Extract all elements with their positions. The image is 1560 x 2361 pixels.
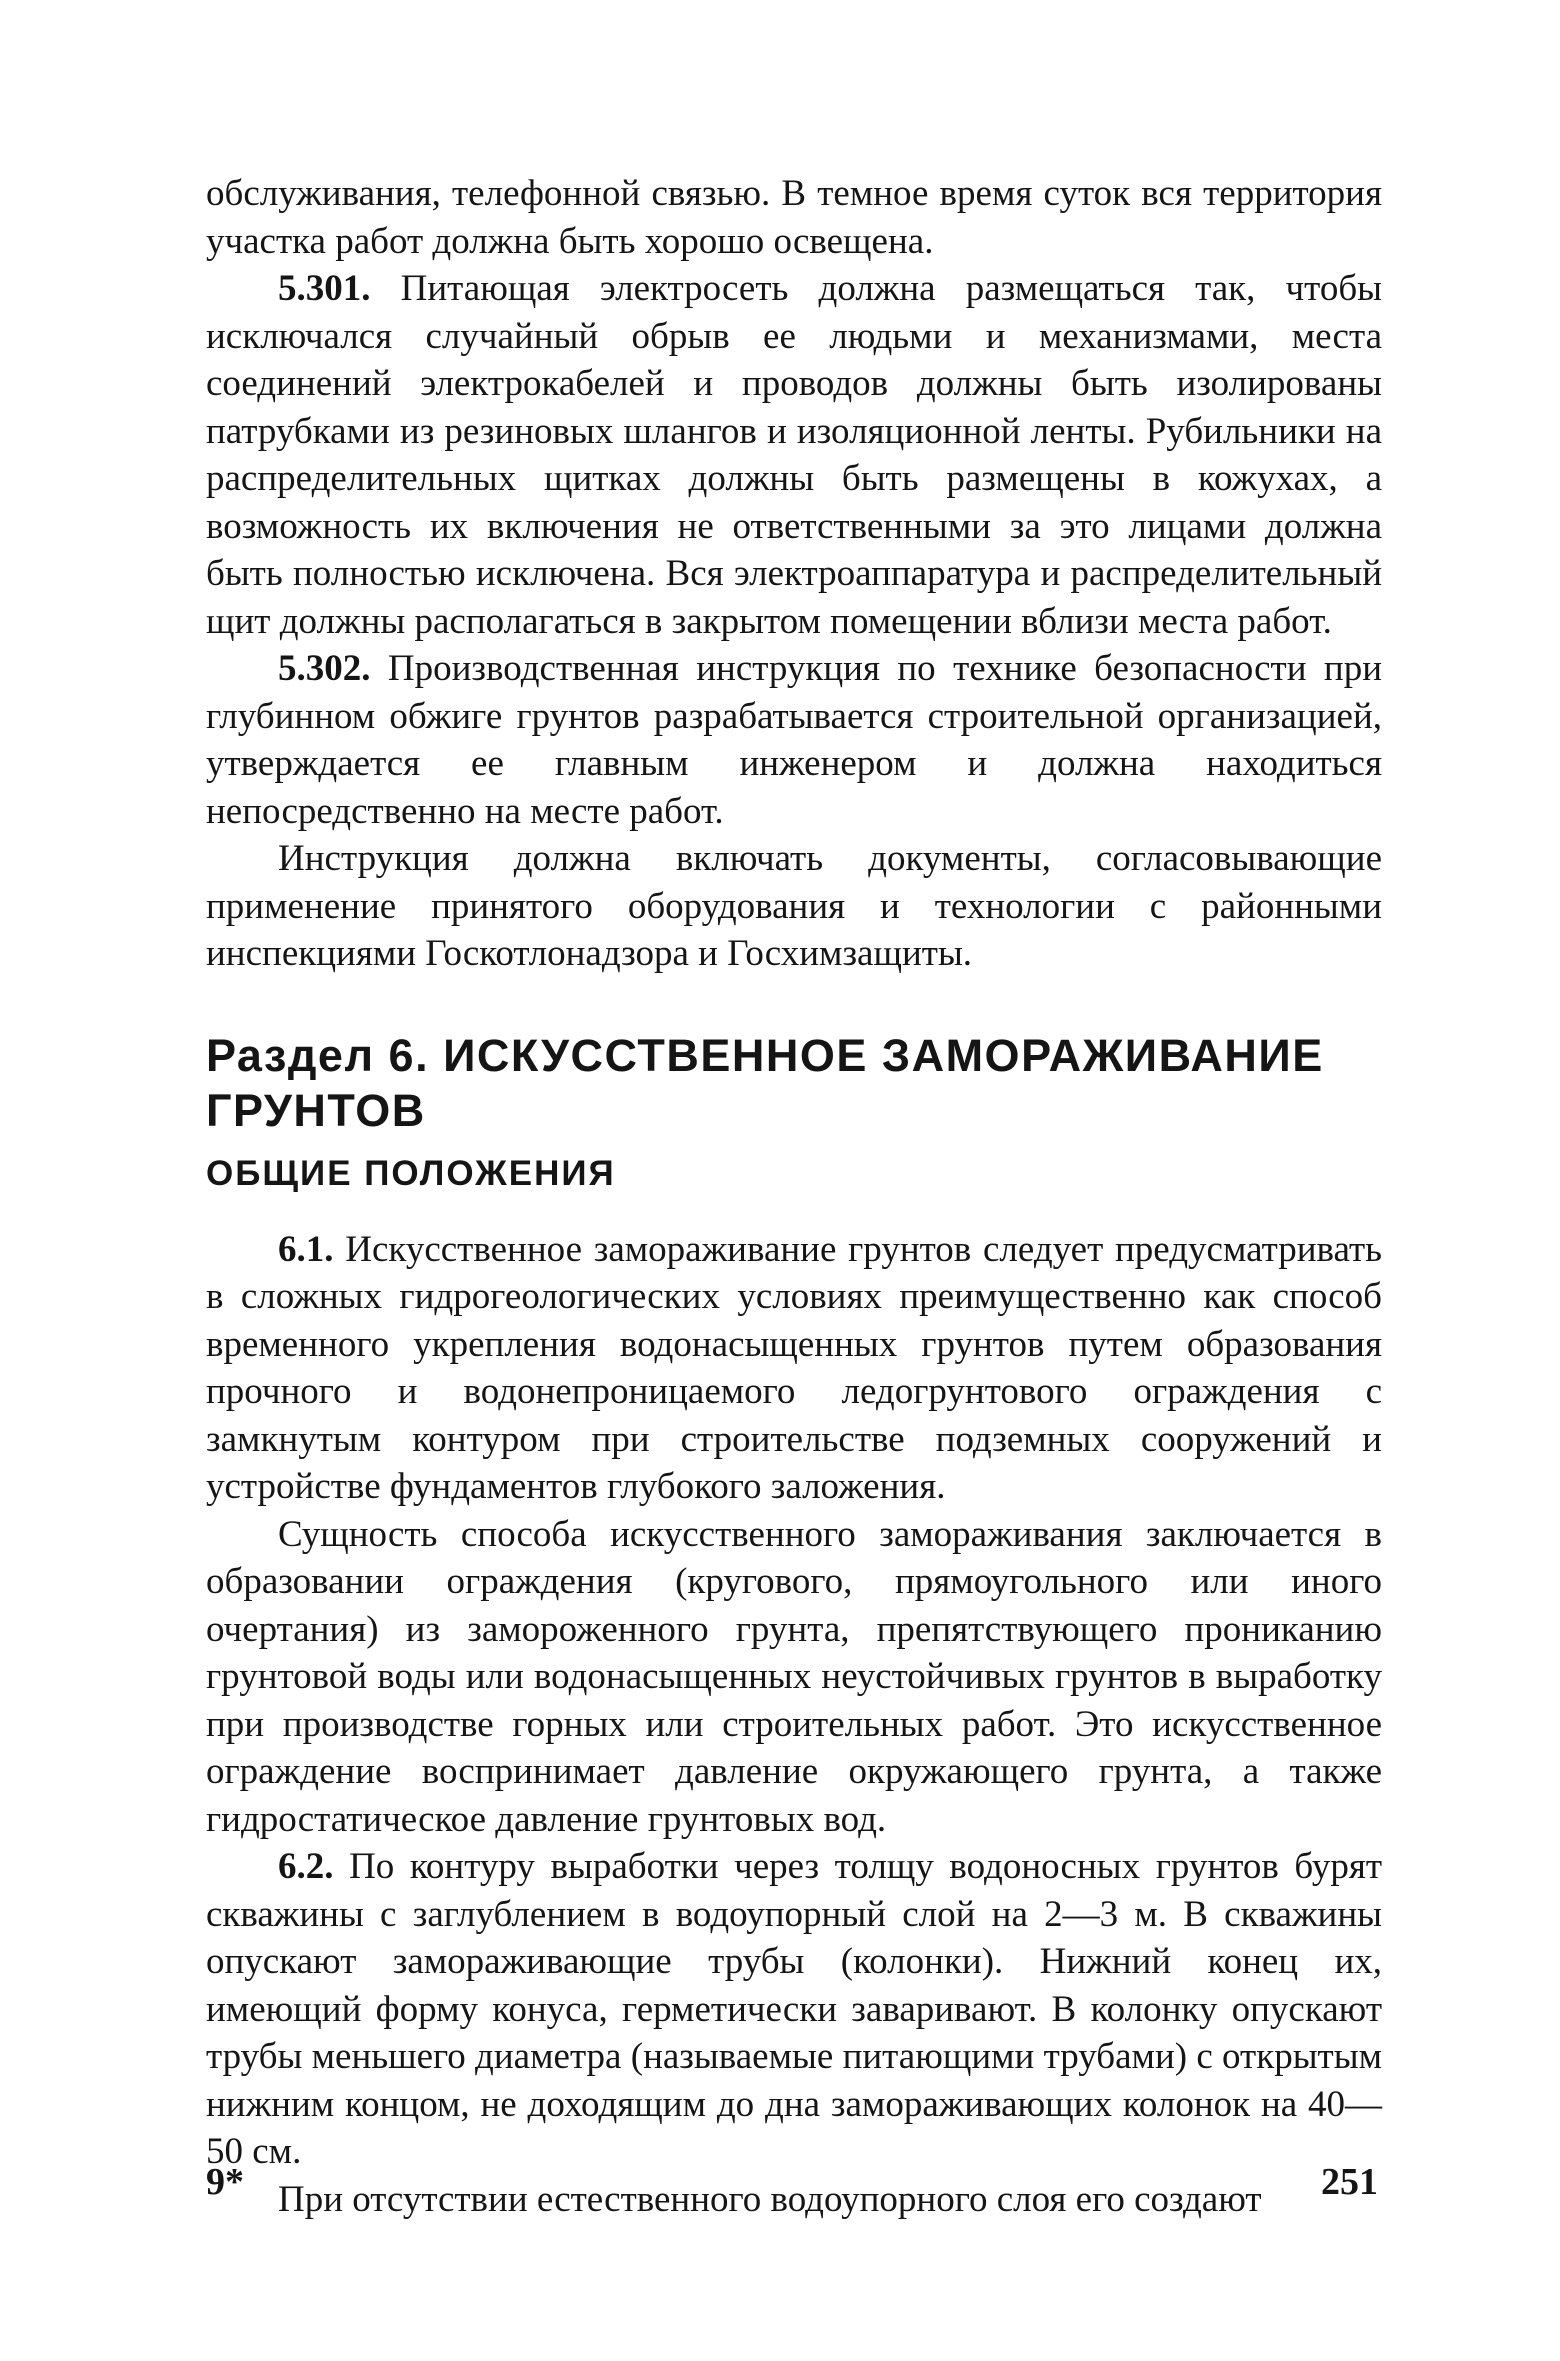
section-title-line-1: Раздел 6. ИСКУССТВЕННОЕ ЗАМОРАЖИВАНИЕ bbox=[206, 1029, 1324, 1081]
page-footer bbox=[206, 2160, 1382, 2210]
paragraph-text: Производственная инструкция по технике безопасности при глубинном обжиге грунтов разрабатывается строительной организацией, утверждается ее главным инженером и должна находиться непосредственно на месте работ. bbox=[206, 648, 1383, 832]
paragraph-number: 6.2. bbox=[278, 1846, 334, 1887]
paragraph-text: Питающая электросеть должна размещаться так, чтобы исключался случайный обрыв ее людьми и механизмами, места соединений электрокабелей и проводов должны быть изолированы патрубками из резиновых шлангов и изоляционной ленты. Рубильники на распределительных щитках должны быть размещены в кожухах, а возможность их включения не ответственными за это лицами должна быть полностью исключена. Вся электроаппаратура и распределительный щит должны располагаться в закрытом помещении вблизи места работ. bbox=[206, 268, 1383, 642]
paragraph-instruction: Инструкция должна включать документы, согласовывающие применение принятого оборудования и технологии с районными инспекциями Госкотлонадзора и Госхимзащиты. bbox=[206, 838, 1382, 974]
paragraph-last-line: При отсутствии естественного водоупорного слоя его создают bbox=[278, 2178, 1262, 2220]
paragraph-number: 5.301. bbox=[278, 268, 371, 309]
page-number: 251 bbox=[1321, 2161, 1378, 2203]
paragraph-essence: Сущность способа искусственного замораживания заключается в образовании ограждения (кругового, прямоугольного или иного очертания) из замороженного грунта, препятствующего прониканию грунтовой воды или водонасыщенных неустойчивых грунтов в выработку при производстве горных или строительных работ. Это искусственное ограждение воспринимает давление окружающего грунта, а также гидростатическое давление грунтовых вод. bbox=[206, 1513, 1382, 1840]
paragraph-number: 5.302. bbox=[278, 648, 371, 689]
paragraph-6-1 bbox=[206, 1226, 1382, 1511]
page-content bbox=[206, 170, 1382, 2223]
subsection-title: ОБЩИЕ ПОЛОЖЕНИЯ bbox=[206, 1153, 616, 1193]
paragraph-number: 6.1. bbox=[278, 1228, 334, 1270]
paragraph-6-2 bbox=[206, 1843, 1382, 2176]
paragraph-text: Искусственное замораживание грунтов следует предусматривать в сложных гидрогеологических условиях преимущественно как способ временного укрепления водонасыщенных грунтов путем образования прочного и водонепроницаемого ледогрунтового ограждения с замкнутым контуром при строительстве подземных сооружений и устройстве фундаментов глубокого заложения. bbox=[206, 1228, 1382, 1507]
paragraph-continuation: обслуживания, телефонной связью. В темное время суток вся территория участка работ должна быть хорошо освещена. bbox=[206, 173, 1382, 262]
paragraph-5-301 bbox=[206, 265, 1382, 645]
signature-mark: 9* bbox=[206, 2161, 244, 2203]
section-title-line-2: ГРУНТОВ bbox=[206, 1084, 426, 1136]
paragraph-text: По контуру выработки через толщу водоносных грунтов бурят скважины с заглублением в водоупорный слой на 2—3 м. В скважины опускают замораживающие трубы (колонки). Нижний конец их, имеющий форму конуса, герметически заваривают. В колонку опускают трубы меньшего диаметра (называемые питающими трубами) с открытым нижним концом, не доходящим до дна замораживающих колонок на 40—50 см. bbox=[206, 1846, 1383, 2172]
paragraph-5-302 bbox=[206, 645, 1382, 835]
section-title bbox=[206, 1028, 1382, 1138]
